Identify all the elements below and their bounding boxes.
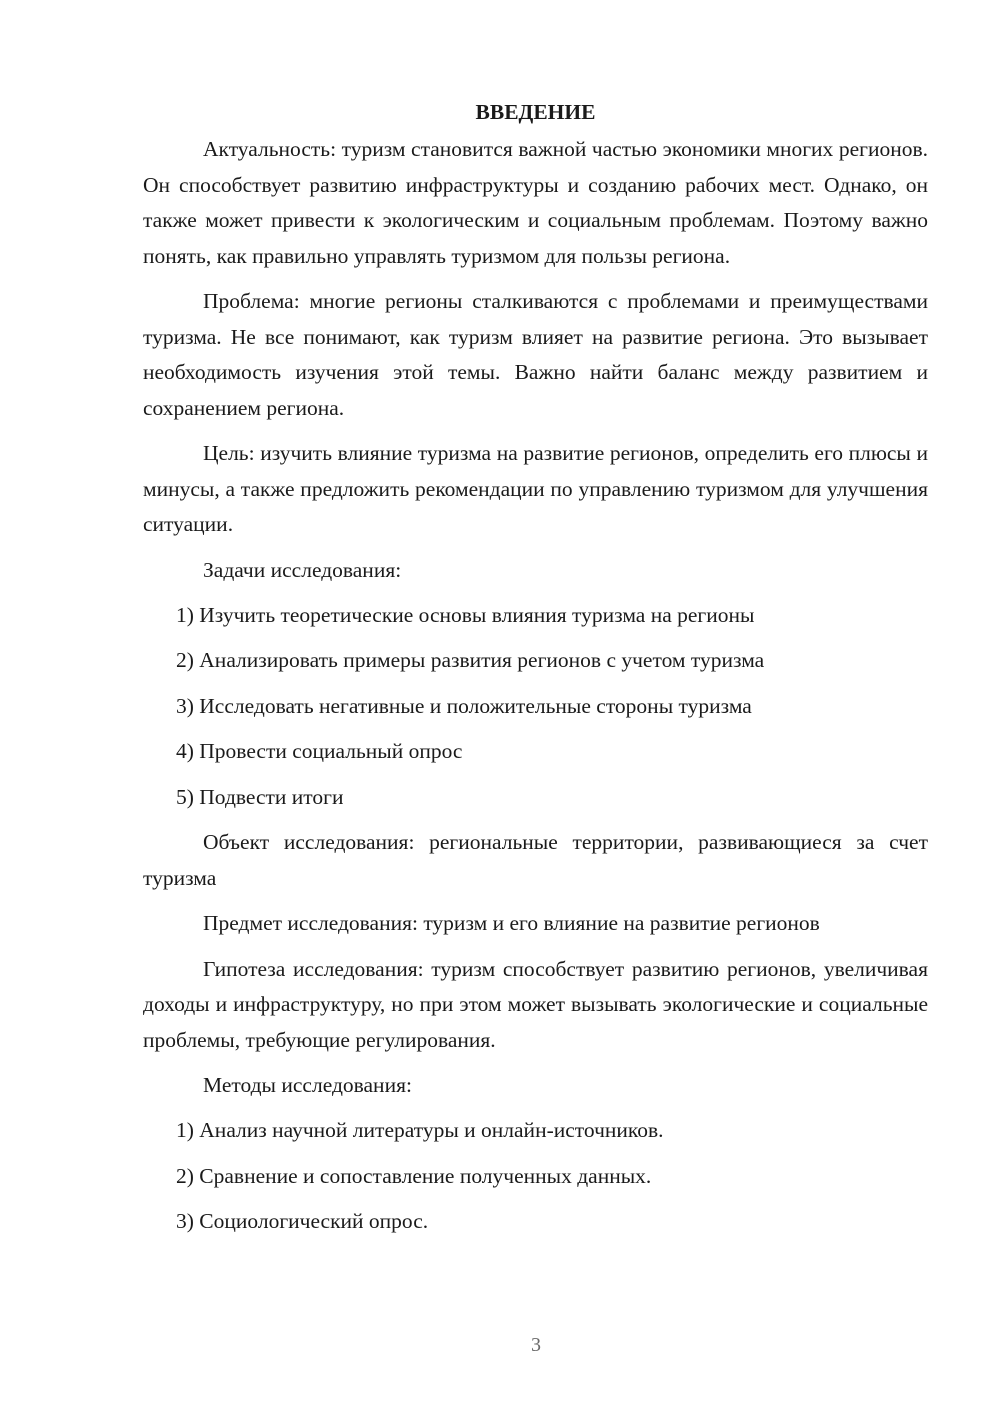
page-number: 3 (531, 1334, 541, 1356)
task-item: 2) Анализировать примеры развития регионов с учетом туризма (176, 648, 765, 672)
task-item: 5) Подвести итоги (176, 784, 344, 809)
task-item: 3) Исследовать негативные и положительные стороны туризма (176, 693, 752, 718)
goal-paragraph: Цель: изучить влияние туризма на развитие регионов, определить его плюсы и минусы, а также предложить рекомендации по управлению туризмом для улучшения ситуации. (143, 441, 928, 536)
problem-paragraph: Проблема: многие регионы сталкиваются с проблемами и преимуществами туризма. Не все понимают, как туризм влияет на развитие региона. Это вызывает необходимость изучения этой темы. Важно найти баланс между развитием и сохранением региона. (143, 289, 928, 420)
method-item: 3) Социологический опрос. (176, 1209, 429, 1233)
tasks-title: Задачи исследования: (203, 557, 402, 582)
task-item: 1) Изучить теоретические основы влияния туризма на регионы (176, 602, 755, 627)
method-item: 2) Сравнение и сопоставление полученных данных. (176, 1163, 652, 1188)
relevance-paragraph: Актуальность: туризм становится важной частью экономики многих регионов. Он способствует развитию инфраструктуры и созданию рабочих мест. Однако, он также может привести к экологическим и социальным проблемам. Поэтому важно понять, как правильно управлять туризмом для пользы региона. (143, 137, 928, 268)
task-item: 4) Провести социальный опрос (176, 739, 463, 763)
section-heading: ВВЕДЕНИЕ (475, 100, 596, 124)
hypothesis-paragraph: Гипотеза исследования: туризм способствует развитию регионов, увеличивая доходы и инфраструктуру, но при этом может вызывать экологические и социальные проблемы, требующие регулирования. (143, 956, 928, 1052)
methods-title: Методы исследования: (203, 1073, 412, 1097)
document-page (143, 92, 928, 1250)
object-paragraph: Объект исследования: региональные территории, развивающиеся за счет туризма (143, 830, 928, 890)
subject-paragraph: Предмет исследования: туризм и его влияние на развитие регионов (203, 911, 820, 935)
method-item: 1) Анализ научной литературы и онлайн-источников. (176, 1118, 664, 1142)
